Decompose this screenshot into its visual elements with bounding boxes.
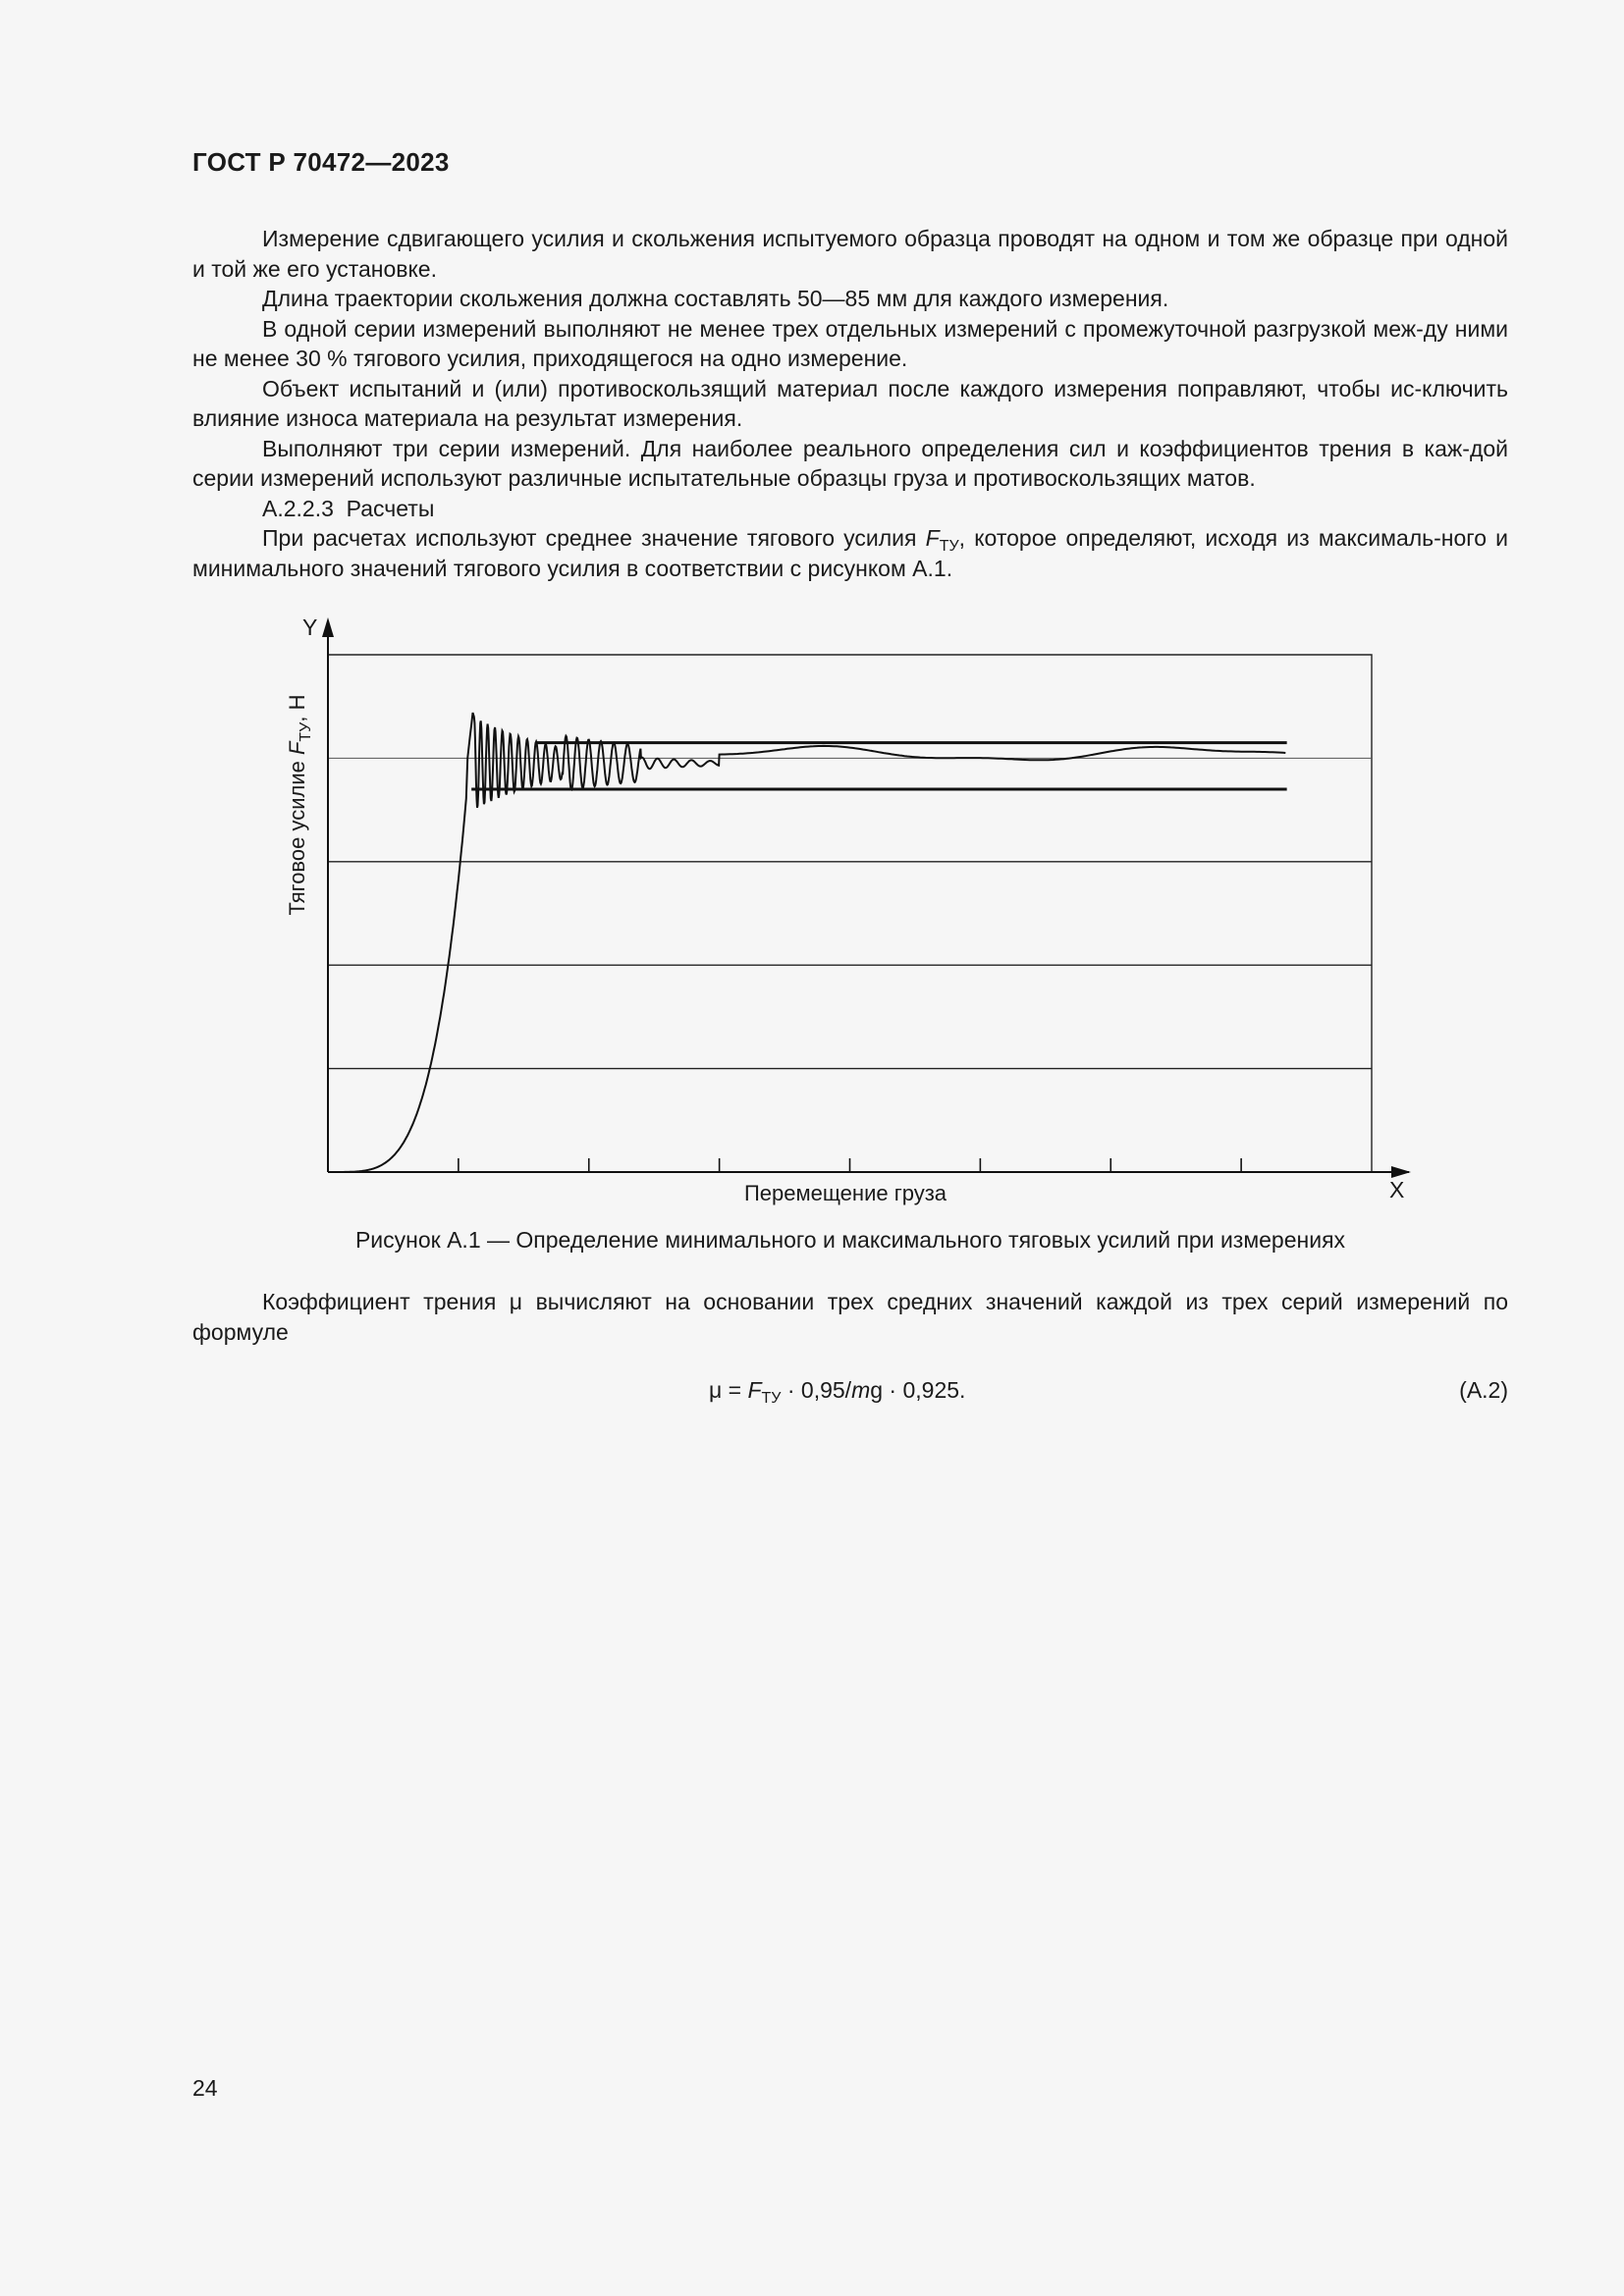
formula-subscript: ТУ xyxy=(761,1390,782,1407)
formula xyxy=(709,1377,966,1407)
formula-mid: · 0,95/ xyxy=(781,1377,852,1403)
y-label-symbol: F xyxy=(285,741,309,756)
traction-force-chart xyxy=(275,614,1434,1212)
paragraph: Коэффициент трения μ вычисляют на основании трех средних значений каждой из трех серий измерений по формуле xyxy=(192,1289,1508,1345)
y-label-unit: , Н xyxy=(285,694,309,722)
formula-mass: m xyxy=(851,1377,871,1403)
x-axis-label: Перемещение груза xyxy=(743,1181,947,1205)
calc-text-after: , которое определяют, исходя из максималь-ного и минимального значений тягового усилия в соответствии с рисунком А.1. xyxy=(192,525,1508,581)
series-traction-force-line xyxy=(328,713,1285,1172)
calc-paragraph xyxy=(192,523,1508,583)
formula-force: F xyxy=(747,1377,762,1403)
y-label-text: Тяговое усилие xyxy=(285,755,309,916)
page-number: 24 xyxy=(192,2075,218,2101)
section-heading xyxy=(192,494,1508,524)
force-subscript: ТУ xyxy=(939,538,959,555)
section-number: А.2.2.3 xyxy=(262,495,334,521)
paragraph: Выполняют три серии измерений. Для наиболее реального определения сил и коэффициентов трения в каж-дой серии измерений используют различные испытательные образцы груза и противоскользящих матов. xyxy=(192,435,1508,491)
figure-caption: Рисунок А.1 — Определение минимального и максимального тяговых усилий при измерениях xyxy=(354,1227,1346,1253)
chart-plot-area xyxy=(322,617,1411,1178)
formula-number: (А.2) xyxy=(1459,1377,1508,1403)
x-axis-letter: X xyxy=(1389,1177,1405,1202)
formula-tail: · 0,925. xyxy=(883,1377,966,1403)
y-axis-label xyxy=(285,695,314,916)
paragraph: Объект испытаний и (или) противоскользящий материал после каждого измерения поправляют, чтобы ис-ключить влияние износа материала на результат измерения. xyxy=(192,375,1508,431)
section-title: Расчеты xyxy=(346,495,435,521)
calc-text-before: При расчетах используют среднее значение тягового усилия xyxy=(262,525,926,551)
plot-frame xyxy=(328,655,1372,1172)
y-axis-arrow xyxy=(322,617,334,637)
paragraph: В одной серии измерений выполняют не менее трех отдельных измерений с промежуточной разгрузкой меж-ду ними не менее 30 % тягового усилия, приходящегося на одно измерение. xyxy=(192,315,1508,371)
formula-lhs: μ = xyxy=(709,1377,748,1403)
formula-g: g xyxy=(870,1377,884,1403)
body-text xyxy=(192,224,1508,583)
force-symbol: F xyxy=(925,525,940,551)
document-header: ГОСТ Р 70472—2023 xyxy=(192,147,450,177)
paragraph: Длина траектории скольжения должна составлять 50—85 мм для каждого измерения. xyxy=(262,286,1169,311)
paragraph: Измерение сдвигающего усилия и скольжения испытуемого образца проводят на одном и том же образце при одной и той же его установке. xyxy=(192,226,1508,282)
body-text-after xyxy=(192,1287,1508,1347)
y-axis-letter: Y xyxy=(302,614,318,640)
y-label-subscript: ТУ xyxy=(298,721,314,742)
